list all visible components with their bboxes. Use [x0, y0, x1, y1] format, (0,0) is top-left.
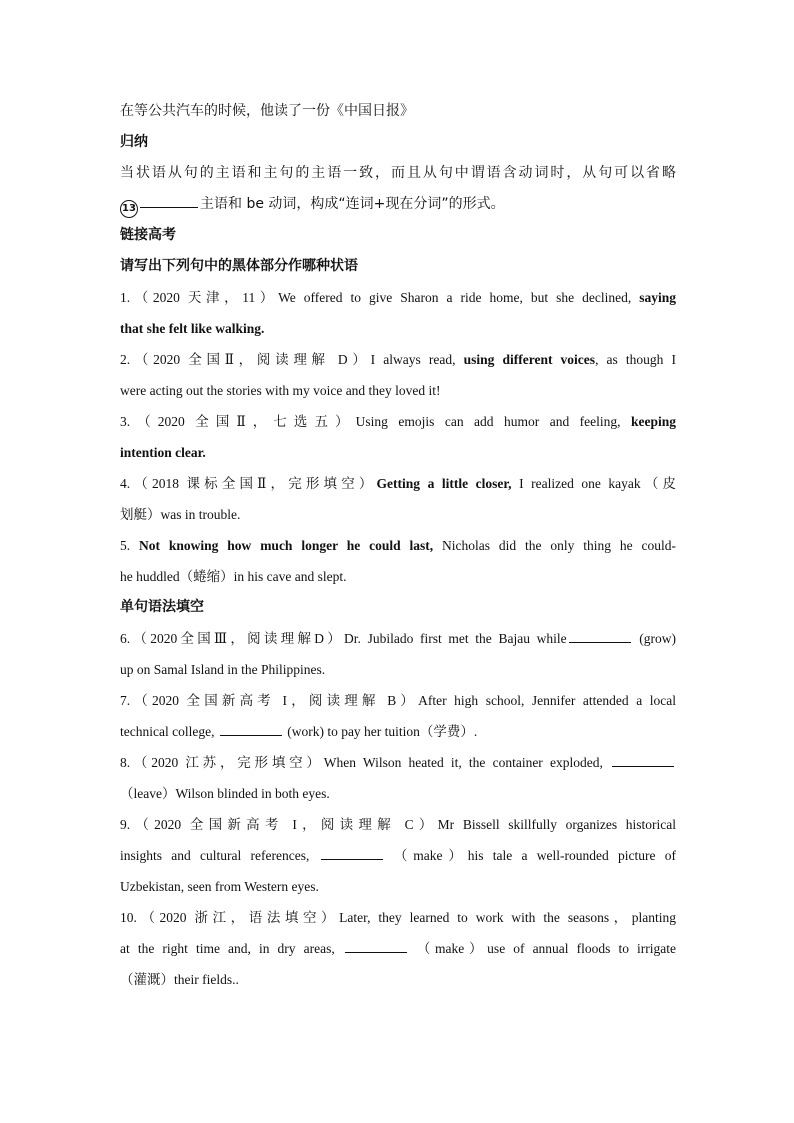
q1-bold: saying — [639, 290, 676, 305]
summary-line-2-text: 主语和 be 动词，构成“连词+现在分词”的形式。 — [200, 196, 505, 212]
q10-hint: （make）use of annual floods to irrigate — [416, 941, 676, 956]
question-6-line-1 — [120, 623, 676, 654]
q5-bold: Not knowing how much longer he could last, — [139, 538, 434, 553]
question-6-line-2: up on Samal Island in the Philippines. — [120, 662, 326, 677]
q3-text: 3.（2020 全国Ⅱ，七选五）Using emojis can add humor and feeling, — [120, 414, 621, 429]
q2-text-end: , as though I — [595, 352, 677, 367]
question-10-line-1: 10.（2020 浙江，语法填空）Later, they learned to work with the seasons，planting — [120, 910, 676, 925]
question-9-line-3: Uzbekistan, seen from Western eyes. — [120, 879, 319, 894]
question-3-line-1 — [120, 406, 676, 437]
q9-hint: （make）his tale a well-rounded picture of — [393, 848, 677, 863]
q5-num: 5. — [120, 538, 131, 553]
q4-text-end: I realized one kayak（皮 — [519, 476, 676, 491]
q4-text: 4.（2018 课标全国Ⅱ，完形填空） — [120, 476, 377, 491]
summary-line-2 — [120, 189, 676, 220]
question-9-line-2 — [120, 840, 676, 871]
question-2-line-2: were acting out the stories with my voice and they loved it! — [120, 383, 441, 398]
example-translation: 在等公共汽车的时候，他读了一份《中国日报》 — [120, 103, 414, 119]
heading-grammar-fill: 单句语法填空 — [120, 599, 204, 615]
question-10-line-3: （灌溉）their fields.. — [120, 972, 239, 987]
q9-blank[interactable] — [321, 858, 383, 860]
heading-link-exam: 链接高考 — [120, 227, 176, 243]
question-7-line-1: 7.（2020 全国新高考 I，阅读理解 B）After high school, Jennifer attended a local — [120, 693, 676, 708]
question-1-line-1 — [120, 282, 676, 313]
summary-line-1: 当状语从句的主语和主句的主语一致，而且从句中谓语含动词时，从句可以省略 — [120, 165, 676, 181]
answer-blank[interactable] — [140, 206, 198, 208]
question-4-line-2: 划艇）was in trouble. — [120, 507, 241, 522]
q7-text: technical college, — [120, 724, 215, 739]
q10-text: at the right time and, in dry areas, — [120, 941, 335, 956]
q8-text: 8.（2020 江苏，完形填空）When Wilson heated it, the container exploded, — [120, 755, 603, 770]
q3-bold: keeping — [631, 414, 677, 429]
heading-instructions: 请写出下列句中的黑体部分作哪种状语 — [120, 258, 358, 274]
heading-summary: 归纳 — [120, 134, 148, 150]
question-9-line-1: 9.（2020 全国新高考 I，阅读理解 C）Mr Bissell skillfully organizes historical — [120, 817, 676, 832]
q1-text: 1.（2020 天津，11）We offered to give Sharon a ride home, but she declined, — [120, 290, 632, 305]
question-5-line-1 — [120, 530, 676, 561]
document-content — [120, 96, 676, 995]
question-8-line-2: （leave）Wilson blinded in both eyes. — [120, 786, 330, 801]
question-7-line-2 — [120, 716, 676, 747]
q5-text: Nicholas did the only thing he could- — [442, 538, 677, 553]
q2-bold: using different voices — [463, 352, 596, 367]
q6-hint: (grow) — [639, 631, 677, 646]
question-1-line-2: that she felt like walking. — [120, 321, 265, 336]
q4-bold: Getting a little closer, — [376, 476, 512, 491]
question-4-line-1 — [120, 468, 676, 499]
question-5-line-2: he huddled（蜷缩）in his cave and slept. — [120, 569, 347, 584]
q7-blank[interactable] — [220, 734, 282, 736]
q9-text: insights and cultural references, — [120, 848, 310, 863]
question-10-line-2 — [120, 933, 676, 964]
q7-hint: (work) to pay her tuition（学费）. — [287, 724, 478, 739]
q6-text: 6.（2020全国Ⅲ，阅读理解D）Dr. Jubilado first met the Bajau while — [120, 631, 567, 646]
q2-text: 2.（2020 全国Ⅱ，阅读理解 D）I always read, — [120, 352, 456, 367]
question-2-line-1 — [120, 344, 676, 375]
question-8-line-1 — [120, 747, 676, 778]
circled-number-13: 13 — [120, 200, 138, 218]
q8-blank[interactable] — [612, 765, 674, 767]
question-3-line-2: intention clear. — [120, 445, 206, 460]
q6-blank[interactable] — [569, 641, 631, 643]
q10-blank[interactable] — [345, 951, 407, 953]
